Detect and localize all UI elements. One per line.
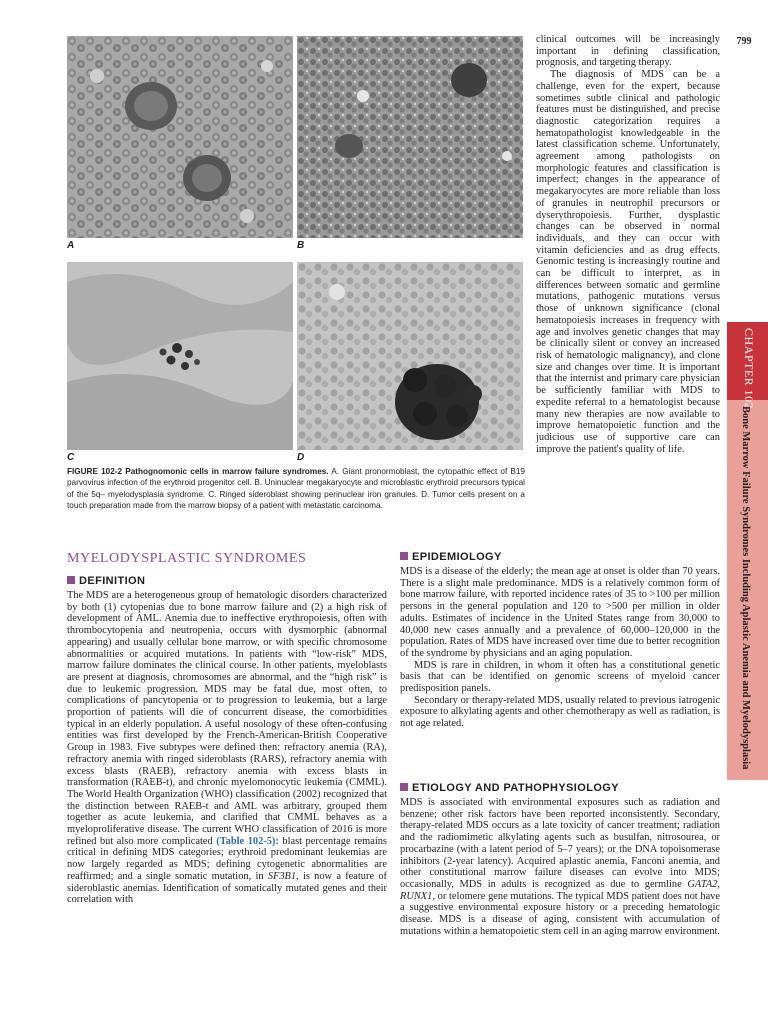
caption-body: A. Giant pronormoblast, the cytopathic effect of B19 parvovirus infection of the erythroid progenitor cell. B. Uninuclear megakaryocyte and microblastic erythroid precursors typical of the 5q– myelodysplasia syndrome. C. Ringed sideroblast showing perinuclear iron granules. D. Tumor cells present on a touch preparation made from the marrow biopsy of a patient with metastatic carcinoma. (67, 467, 525, 510)
etiology-heading (400, 782, 619, 794)
panel-label-c: C (67, 452, 75, 463)
paragraph: MDS is rare in children, in whom it often has a constitutional genetic basis that can be identified on genomic screens of myeloid cancer predisposition panels. (400, 659, 720, 695)
definition-heading-label: DEFINITION (79, 575, 146, 587)
epidemiology-heading (400, 551, 502, 563)
chapter-tab (727, 322, 768, 410)
heading-marker-icon (400, 552, 408, 560)
gene-name: SF3B1 (267, 870, 297, 882)
etiology-text-b: , or telomere gene mutations. The typical MDS patient does not have a suggestive environmental exposure history or a preceding hematologic disease. MDS is a disease of aging, consistent with accumulation of mutations within a hematopoietic stem cell in an aging marrow environment. (400, 890, 721, 937)
paragraph: clinical outcomes will be increasingly important in defining classification, prognosis, and targeting therapy. (536, 34, 720, 69)
panel-label-d: D (297, 452, 305, 463)
page-number: 799 (736, 36, 752, 47)
figure-caption (67, 466, 525, 511)
micrograph-a (67, 36, 293, 238)
figure-panel-b (297, 36, 523, 238)
micrograph-b (297, 36, 523, 238)
heading-marker-icon (67, 576, 75, 584)
micrograph-c (67, 262, 293, 450)
figure-panel-d (297, 262, 523, 450)
panel-label-b: B (297, 240, 305, 251)
definition-text-c: , is now a feature of sideroblastic anemias. Identification of somatically mutated genes and their correlation with (67, 870, 387, 906)
chapter-sidebar (727, 322, 768, 780)
chapter-title: Bone Marrow Failure Syndromes Including Aplastic Anemia and Myelodysplasia (740, 406, 751, 770)
table-reference-link[interactable]: (Table 102-5): (216, 835, 279, 847)
panel-label-a: A (67, 240, 75, 251)
definition-heading (67, 575, 145, 587)
epidemiology-heading-label: EPIDEMIOLOGY (412, 551, 502, 563)
gene-name: RUNX1 (400, 890, 433, 902)
definition-text-a: The MDS are a heterogeneous group of hematologic disorders characterized by both (1) cytopenias due to bone marrow failure and (2) a high risk of development of AML. Anemia due to ineffective erythropoiesis, often with thrombocytopenia and neutropenia, occurs with dysmorphic (abnormal appearing) and usually cellular bone marrow, or with specific chromosome abnormalities or acquired mutations. In patients with “low-risk” MDS, marrow failure dominates the clinical course. In other patients, myeloblasts are present at diagnosis, chromosomes are abnormal, and the “high risk” is due to leukemic progression. MDS may be fatal due, most often, to complications of pancytopenia or to progression to leukemia, but a large proportion of patients will die of concurrent disease, the comorbidities typical in an elderly population. A useful nosology of these often-confusing entities was first developed by the French-American-British Cooperative Group in 1983. Five subtypes were defined then: refractory anemia (RA), refractory anemia with ringed sideroblasts (RARS), refractory anemia with excess blasts (RAEB), refractory anemia with excess blasts in transformation (RAEB-t), and chronic myelomonocytic leukemia (CMML). The World Health Organization (WHO) classification (2002) recognized that the distinction between RAEB-t and AML was arbitrary, grouped them together as acute leukemia, and clarified that CMML behaves as a myeloproliferative disease. The current WHO classification of 2016 is more refined but also more complicated (67, 590, 387, 847)
chapter-label: CHAPTER 102 (742, 328, 756, 410)
paragraph (400, 797, 720, 937)
figure-panel-a (67, 36, 293, 238)
definition-text (67, 590, 387, 906)
definition-text-b: blast percentage remains critical in defining MDS categories; erythroid predominant leukemias are now largely regarded as MDS; defining cytogenetic abnormalities are reaffirmed; and a single somatic mutation, in (67, 835, 387, 882)
caption-title: FIGURE 102-2 Pathognomonic cells in marrow failure syndromes. (67, 467, 329, 476)
figure-panel-c (67, 262, 293, 450)
separator: , (717, 878, 720, 890)
paragraph: The diagnosis of MDS can be a challenge, even for the expert, because sometimes subtle clinical and pathologic features must be distinguished, and precise diagnostic categorization requires a hematopathologist knowledgeable in the latest classification scheme. Unfortunately, agreement among pathologists on morphologic features and classification is imperfect; changes in the appearance of megakaryocytes are more reliable than loss of granules in neutrophil precursors or dyserythropoiesis. Further, dysplastic changes can be observed in normal individuals, and they can occur with vitamin deficiencies and as drug effects. Genomic testing is increasingly routine and can be difficult to interpret, as in differences between somatic and germline mutations, pathogenic mutations versus those of unknown significance (clonal hematopoiesis increases in frequency with age and involves genetic changes that may be clinically silent or convey an increased risk of hematologic malignancy), and clone size and changes over time. It is important that the internist and primary care physician be sufficiently familiar with MDS to expedite referral to a hematologist because many new therapies are now available to improve hematopoietic function and the judicious use of supportive care can improve the patient's quality of life. (536, 69, 720, 455)
section-title: MYELODYSPLASTIC SYNDROMES (67, 551, 307, 566)
etiology-text-a: MDS is associated with environmental exposures such as radiation and benzene; other risk factors have been reported inconsistently. Secondary, therapy-related MDS occurs as a late toxicity of cancer treatment; radiation and the radiomimetic alkylating agents such as busulfan, nitrosourea, or procarbazine (with a latent period of 5–7 years); or the DNA topoisomerase inhibitors (2-year latency). Acquired aplastic anemia, Fanconi anemia, and other constitutional marrow failure diseases can evolve into MDS; occasionally, MDS in adults is recognized as due to germline (400, 797, 720, 890)
paragraph: Secondary or therapy-related MDS, usually related to previous iatrogenic exposure to alkylating agents and other chemotherapy as well as radiation, is not age related. (400, 694, 720, 730)
paragraph (67, 590, 387, 906)
paragraph: MDS is a disease of the elderly; the mean age at onset is older than 70 years. There is a slight male predominance. MDS is a relatively common form of bone marrow failure, with reported incidence rates of 35 to >100 per million persons in the general population and 120 to >500 per million in older adults. Estimates of incidence in the United States range from 30,000 to 40,000 new cases annually and a prevalence of 60,000–120,000 in the population. Rates of MDS have increased over time due to better recognition of the syndrome by physicians and an aging population. (400, 566, 720, 659)
micrograph-d (297, 262, 523, 450)
epidemiology-text (400, 566, 720, 730)
right-column-top (536, 34, 720, 455)
etiology-heading-label: ETIOLOGY AND PATHOPHYSIOLOGY (412, 782, 619, 794)
gene-name: GATA2 (687, 878, 718, 890)
heading-marker-icon (400, 783, 408, 791)
etiology-text (400, 797, 720, 937)
